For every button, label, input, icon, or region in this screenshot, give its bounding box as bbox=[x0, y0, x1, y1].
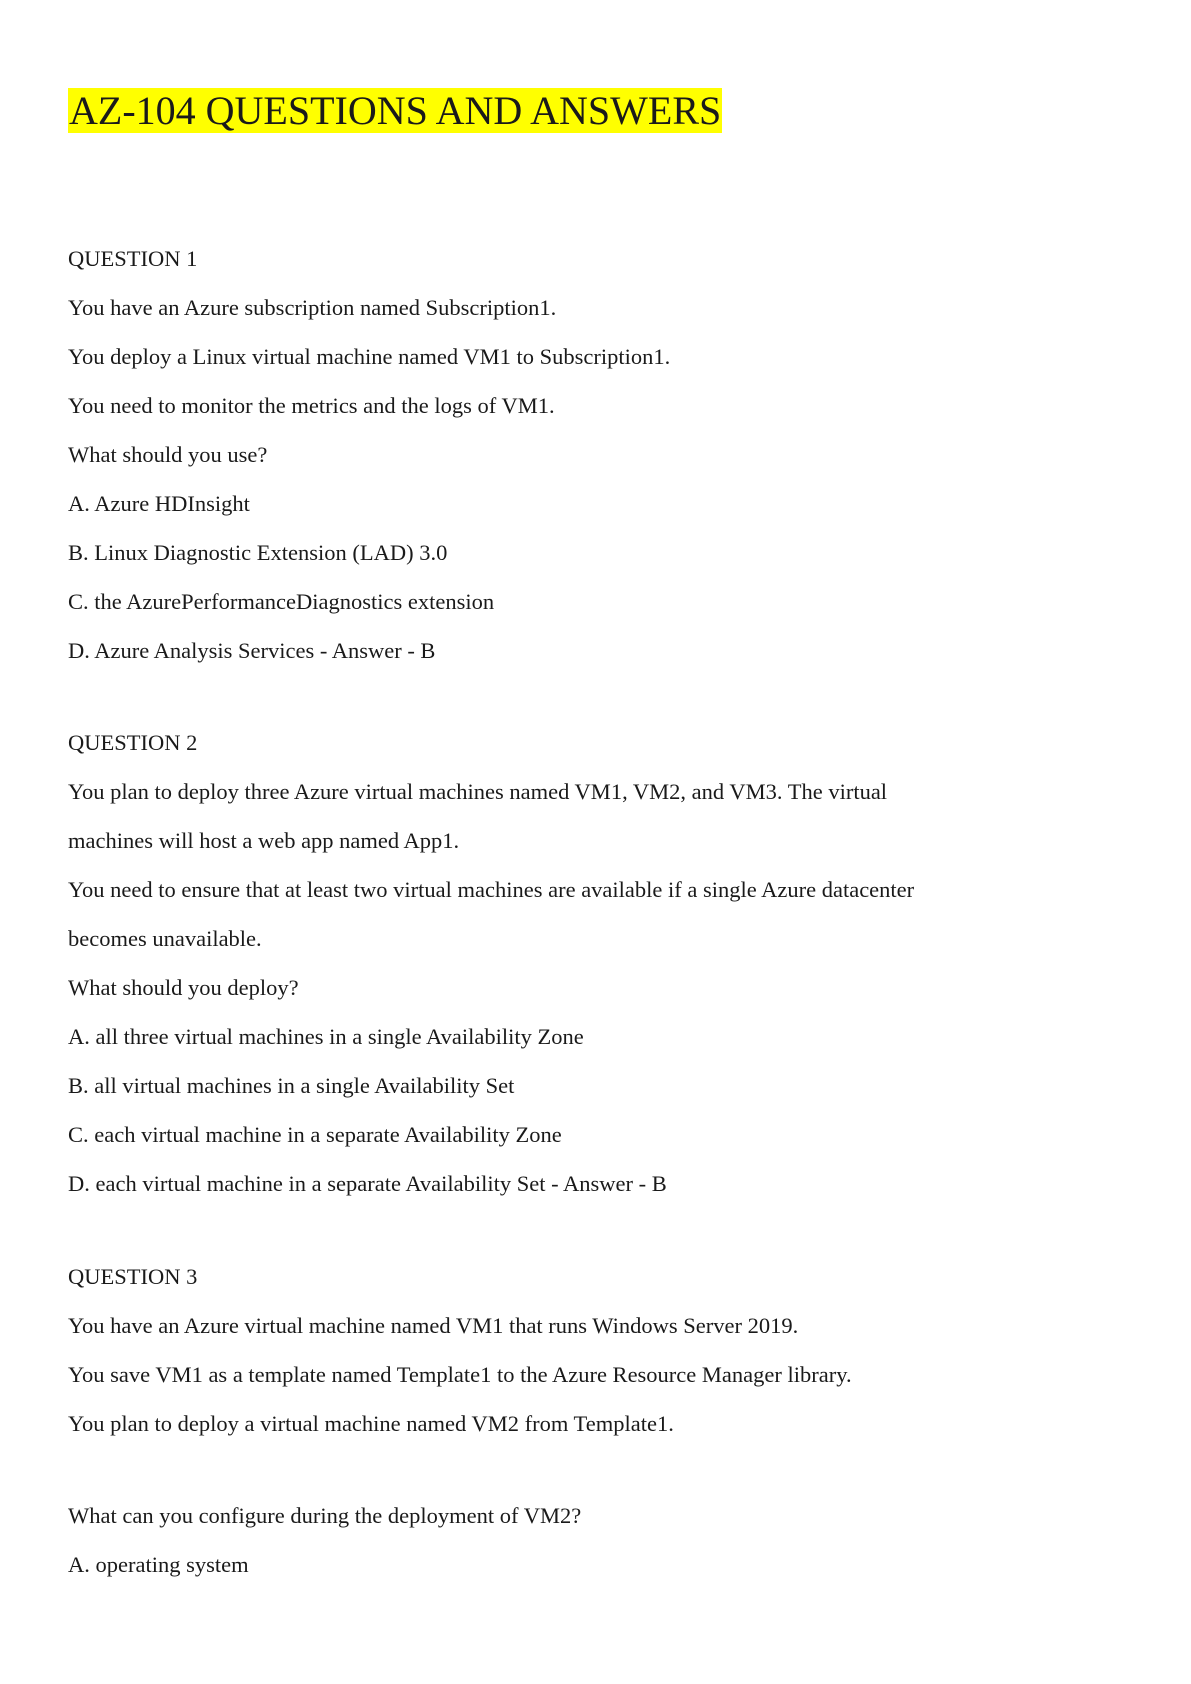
question-1-line: What should you use? bbox=[68, 442, 268, 467]
title-highlight: AZ-104 QUESTIONS AND ANSWERS bbox=[69, 88, 722, 133]
question-3-line: You plan to deploy a virtual machine named VM2 from Template1. bbox=[68, 1411, 674, 1436]
question-2-option-b: B. all virtual machines in a single Availability Set bbox=[68, 1073, 515, 1098]
question-1-heading: QUESTION 1 bbox=[68, 246, 198, 271]
question-1-line: You deploy a Linux virtual machine named VM1 to Subscription1. bbox=[68, 344, 671, 369]
question-2-line: machines will host a web app named App1. bbox=[68, 828, 460, 853]
question-2-option-d: D. each virtual machine in a separate Availability Set - Answer - B bbox=[68, 1171, 667, 1196]
question-2-line: becomes unavailable. bbox=[68, 926, 262, 951]
question-3-line: You save VM1 as a template named Template1 to the Azure Resource Manager library. bbox=[68, 1362, 852, 1387]
question-3-line: You have an Azure virtual machine named VM1 that runs Windows Server 2019. bbox=[68, 1313, 799, 1338]
question-2-line: What should you deploy? bbox=[68, 975, 299, 1000]
document-title bbox=[68, 89, 722, 133]
question-2-option-a: A. all three virtual machines in a single Availability Zone bbox=[68, 1024, 584, 1049]
question-2-line: You need to ensure that at least two virtual machines are available if a single Azure datacenter bbox=[68, 877, 915, 902]
question-1-line: You have an Azure subscription named Subscription1. bbox=[68, 295, 557, 320]
question-3-heading: QUESTION 3 bbox=[68, 1264, 198, 1289]
question-2-heading: QUESTION 2 bbox=[68, 730, 198, 755]
question-1-option-a: A. Azure HDInsight bbox=[68, 491, 250, 516]
question-3-line: What can you configure during the deployment of VM2? bbox=[68, 1503, 582, 1528]
question-1-line: You need to monitor the metrics and the logs of VM1. bbox=[68, 393, 555, 418]
question-2-option-c: C. each virtual machine in a separate Availability Zone bbox=[68, 1122, 562, 1147]
question-1-option-b: B. Linux Diagnostic Extension (LAD) 3.0 bbox=[68, 540, 448, 565]
question-1-option-d: D. Azure Analysis Services - Answer - B bbox=[68, 638, 436, 663]
question-3-option-a: A. operating system bbox=[68, 1552, 249, 1577]
question-2-line: You plan to deploy three Azure virtual machines named VM1, VM2, and VM3. The virtual bbox=[68, 779, 888, 804]
question-1-option-c: C. the AzurePerformanceDiagnostics extension bbox=[68, 589, 495, 614]
